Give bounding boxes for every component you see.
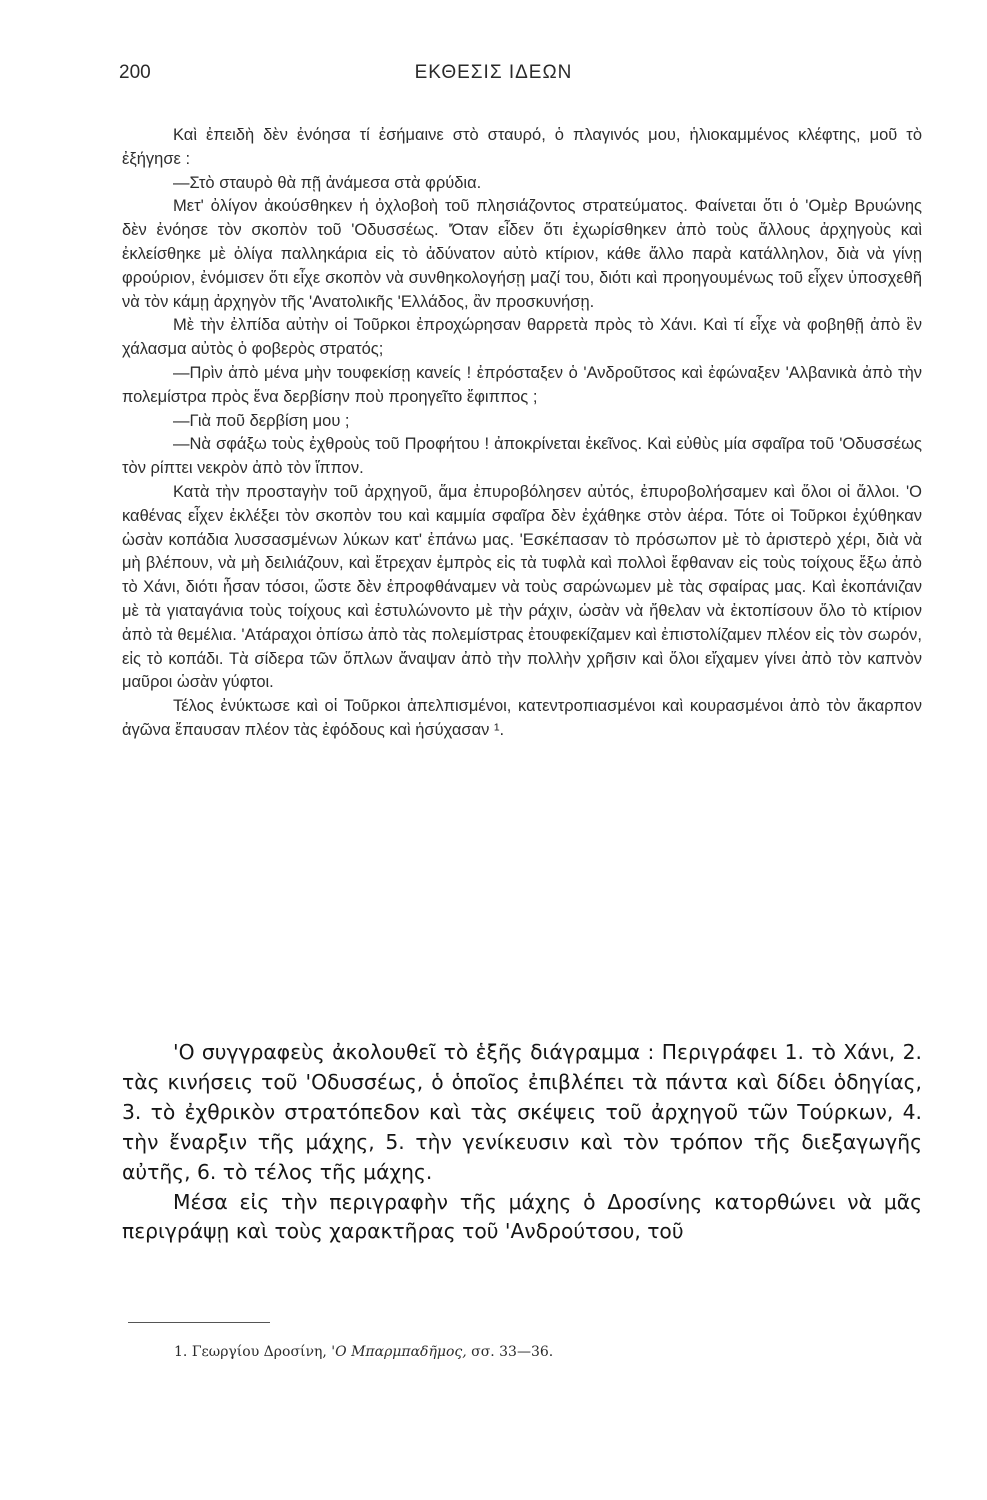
quote-paragraph: Τέλος ἐνύκτωσε καὶ οἱ Τοῦρκοι ἀπελπισμένοι, κατεντροπιασμένοι καὶ κουρασμένοι ἀπὸ τὸν ἄκαρπον ἀγῶνα ἔπαυσαν πλέον τὰς ἐφόδους καὶ ἡσύχασαν ¹. <box>122 697 922 739</box>
page-number: 200 <box>119 62 151 83</box>
footnote-pages: σσ. 33—36. <box>471 1344 554 1360</box>
commentary-text <box>122 1038 922 1247</box>
quoted-excerpt <box>122 124 922 743</box>
footnote-marker: 1. <box>174 1344 188 1360</box>
footnote <box>174 1344 553 1360</box>
commentary-paragraph: 'Ο συγγραφεὺς ἀκολουθεῖ τὸ ἑξῆς διάγραμμα : Περιγράφει 1. τὸ Χάνι, 2. τὰς κινήσεις τοῦ 'Οδυσσέως, ὁ ὁποῖος ἐπιβλέπει τὰ πάντα καὶ δίδει ὁδηγίας, 3. τὸ ἐχθρικὸν στρατόπεδον καὶ τὰς σκέψεις τοῦ ἀρχηγοῦ τῶν Τούρκων, 4. τὴν ἔναρξιν τῆς μάχης, 5. τὴν γενίκευσιν καὶ τὸν τρόπον τῆς διεξαγωγῆς αὐτῆς, 6. τὸ τέλος τῆς μάχης. <box>122 1040 922 1184</box>
quote-paragraph: Κατὰ τὴν προσταγὴν τοῦ ἀρχηγοῦ, ἅμα ἐπυροβόλησεν αὐτός, ἐπυροβολήσαμεν καὶ ὅλοι οἱ ἄλλοι. 'Ο καθένας εἶχεν ἐκλέξει τὸν σκοπὸν του καὶ καμμία σφαῖρα δὲν ἐχάθηκε στὸν ἀέρα. Τότε οἱ Τοῦρκοι ἐχύθηκαν ὡσὰν κοπάδια λυσσασμένων λύκων κατ' ἐπάνω μας. 'Εσκέπασαν τὸ πρόσωπον μὲ τὸ ἀριστερὸ χέρι, διὰ νὰ μὴ βλέπουν, νὰ μὴ δειλιάζουν, καὶ ἔτρεχαν ἐμπρὸς εἰς τὰ τυφλὰ καὶ πολλοὶ ἔφθαναν εἰς τοὺς τοίχους ἔξω ἀπὸ τὸ Χάνι, διότι ἦσαν τόσοι, ὥστε δὲν ἐπροφθάναμεν νὰ τοὺς σαρώνωμεν μὲ τὰς σφαίρας μας. Καὶ ἐκοπάνιζαν μὲ τὰ γιαταγάνια τοὺς τοίχους καὶ ἐστυλώνοντο μὲ τὴν ράχιν, ὡσὰν νὰ ἤθελαν νὰ ἐκτοπίσουν ὅλο τὸ κτίριον ἀπὸ τὰ θεμέλια. 'Ατάραχοι ὀπίσω ἀπὸ τὰς πολεμίστρας ἐτουφεκίζαμεν καὶ ἐπιστολίζαμεν πλέον εἰς τὸν σωρόν, εἰς τὸ κοπάδι. Τὰ σίδερα τῶν ὅπλων ἄναψαν ἀπὸ τὴν πολλὴν χρῆσιν καὶ ὅλοι εἴχαμεν γίνει ἀπὸ τὸν καπνὸν μαῦροι ὡσὰν γύφτοι. <box>122 482 922 692</box>
quote-paragraph: —Νὰ σφάξω τοὺς ἐχθροὺς τοῦ Προφήτου ! ἀποκρίνεται ἐκεῖνος. Καὶ εὐθὺς μία σφαῖρα τοῦ 'Οδυσσέως τὸν ρίπτει νεκρὸν ἀπὸ τὸν ἵππον. <box>122 435 922 478</box>
quote-paragraph: —Στὸ σταυρὸ θὰ πῇ ἀνάμεσα στὰ φρύδια. <box>173 173 482 192</box>
footnote-divider <box>128 1322 270 1323</box>
commentary-paragraph: Μέσα εἰς τὴν περιγραφὴν τῆς μάχης ὁ Δροσίνης κατορθώνει νὰ μᾶς περιγράψῃ καὶ τοὺς χαρακτῆρας τοῦ 'Ανδρούτσου, τοῦ <box>122 1189 922 1244</box>
quote-paragraph: Μετ' ὀλίγον ἀκούσθηκεν ἡ ὀχλοβοὴ τοῦ πλησιάζοντος στρατεύματος. Φαίνεται ὅτι ὁ 'Ομὲρ Βρυώνης δὲν ἐνόησε τὸν σκοπὸν τοῦ 'Οδυσσέως. 'Όταν εἶδεν ὅτι ἐχωρίσθηκεν ἀπὸ τοὺς ἄλλους ἀρχηγοὺς καὶ ἐκλείσθηκε μὲ ὀλίγα παλληκάρια εἰς τὸ ἀδύνατον αὐτὸ κτίριον, κάθε ἄλλο παρὰ κατάλληλον, διὰ νὰ γίνῃ φρούριον, ἐνόμισεν ὅτι εἶχε σκοπὸν νὰ συνθηκολογήσῃ μαζί του, διότι καὶ προηγουμένως τοῦ εἶχεν ὑποσχεθῆ νὰ τὸν κάμῃ ἀρχηγὸν τῆς 'Ανατολικῆς 'Ελλάδος, ἂν προσκυνήσῃ. <box>122 197 922 311</box>
footnote-author: Γεωργίου Δροσίνη, <box>191 1344 327 1360</box>
quote-paragraph: —Πρὶν ἀπὸ μένα μὴν τουφεκίσῃ κανείς ! ἐπρόσταξεν ὁ 'Ανδροῦτσος καὶ ἐφώναξεν 'Αλβανικὰ ἀπὸ τὴν πολεμίστρα πρὸς ἕνα δερβίσην ποὺ προηγεῖτο ἔφιππος ; <box>122 363 922 406</box>
running-head: ΕΚΘΕΣΙΣ ΙΔΕΩΝ <box>414 62 573 83</box>
quote-paragraph: Μὲ τὴν ἐλπίδα αὐτὴν οἱ Τοῦρκοι ἐπροχώρησαν θαρρετὰ πρὸς τὸ Χάνι. Καὶ τί εἶχε νὰ φοβηθῇ ἀπὸ ἓν χάλασμα αὐτὸς ὁ φοβερὸς στρατός; <box>122 316 922 359</box>
quote-paragraph: Καὶ ἐπειδὴ δὲν ἐνόησα τί ἐσήμαινε στὸ σταυρό, ὁ πλαγινός μου, ἡλιοκαμμένος κλέφτης, μοῦ τὸ ἐξήγησε : <box>122 126 922 168</box>
footnote-title: 'Ο Μπαρμπαδῆμος, <box>331 1344 467 1360</box>
quote-paragraph: —Γιὰ ποῦ δερβίση μου ; <box>173 411 350 430</box>
